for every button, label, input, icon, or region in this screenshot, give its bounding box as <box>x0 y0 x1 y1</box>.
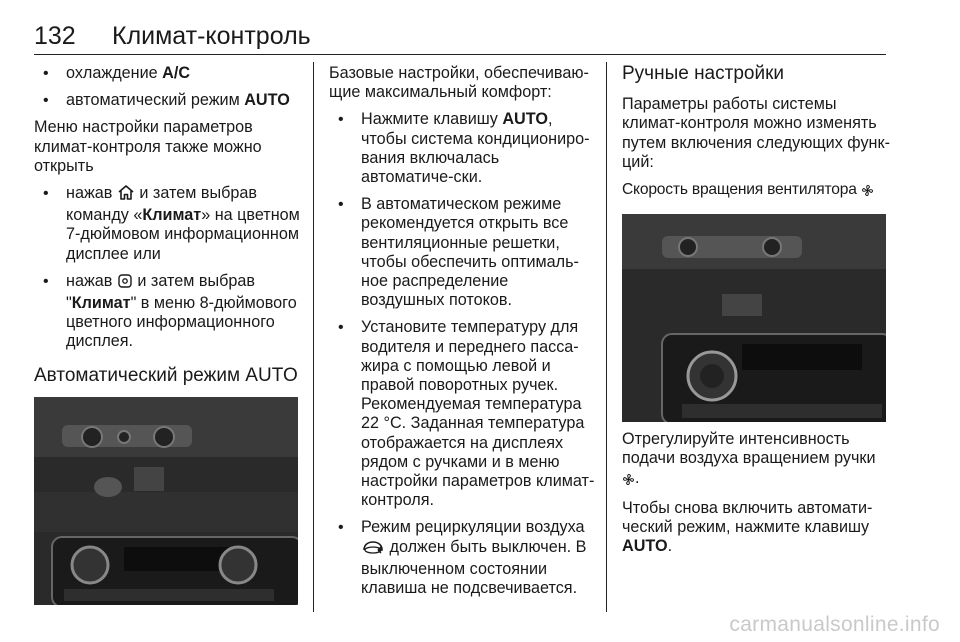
item-text: нажав <box>66 184 117 203</box>
item-text: должен быть выключен. В выключенном состоянии клавиша не подсвечивается. <box>361 537 587 598</box>
list-item <box>329 318 595 510</box>
item-text: и затем выбрав " <box>66 271 255 313</box>
item-text: и затем выбрав команду « <box>66 184 257 225</box>
bullet: • <box>338 519 344 537</box>
bullet: • <box>43 272 49 290</box>
subheading-text: Скорость вращения вентилятора <box>622 181 857 199</box>
home-icon <box>117 184 135 206</box>
item-text: В автоматическом режиме рекомендуется открыть все вентиляционные решетки, чтобы обеспечить оптималь-ное распределение воздушных потоков. <box>361 195 579 310</box>
watermark: carmanualsonline.info <box>729 613 940 636</box>
list-item <box>34 184 300 264</box>
item-bold: Климат <box>142 206 202 225</box>
right-column <box>622 64 890 564</box>
page-title: Климат-контроль <box>112 22 311 50</box>
fan-knob-photo <box>622 214 886 422</box>
item-text: автоматический режим <box>66 91 245 110</box>
intro-text: Параметры работы системы климат-контроля можно изменять путем включения следующих функ-ций: <box>622 95 890 171</box>
item-bold: A/C <box>162 64 191 82</box>
page-number: 132 <box>34 22 76 50</box>
column-divider-1 <box>313 62 314 612</box>
bullet: • <box>338 319 344 337</box>
page-header <box>34 22 311 51</box>
instruction-text: Отрегулируйте интенсивность подачи воздуха вращением ручки . <box>622 430 890 491</box>
item-text: » на цветном 7-дюймовом информационном дисплее или <box>66 206 300 263</box>
item-bold: Климат <box>71 294 131 313</box>
section-title: Ручные настройки <box>622 63 785 84</box>
column-divider-2 <box>606 62 607 612</box>
list-item <box>34 64 300 83</box>
list-item <box>329 518 595 598</box>
item-text: " в меню 8-дюймового цветного информационного дисплея. <box>66 294 297 351</box>
item-text: Установите температуру для водителя и переднего пасса-жира с помощью левой и правой поворотных ручек. Рекомендуемая температура 22 °C. Заданная температура отображается на дисплеях рядом с ручками и в меню настройки параметров климат-контроля. <box>361 318 595 510</box>
fan-icon <box>622 472 635 491</box>
fan-icon <box>861 183 874 202</box>
climate-panel-photo <box>34 397 298 605</box>
instruction-body: . <box>667 537 673 556</box>
item-text: нажав <box>66 271 117 290</box>
settings-icon <box>117 273 133 294</box>
item-bold: AUTO <box>244 91 290 110</box>
intro-text: Меню настройки параметров климат-контроля также можно открыть <box>34 118 262 175</box>
item-text: Нажмите клавишу <box>361 110 503 129</box>
item-text: , чтобы система кондициониро-вания включалась автоматиче-ски. <box>361 110 590 187</box>
list-item <box>34 91 300 110</box>
header-rule <box>34 54 886 55</box>
item-text: охлаждение <box>66 64 163 82</box>
intro-text: Базовые настройки, обеспечиваю-щие максимальный комфорт: <box>329 64 589 102</box>
item-text: Режим рециркуляции воздуха <box>361 518 585 537</box>
bullet: • <box>43 185 49 203</box>
instruction-bold: AUTO <box>622 537 668 556</box>
subheading <box>622 180 890 202</box>
bullet: • <box>43 92 49 110</box>
bullet: • <box>338 111 344 129</box>
list-item <box>34 272 300 352</box>
bullet: • <box>43 65 49 82</box>
list-item <box>329 195 595 310</box>
instruction-text <box>622 499 890 557</box>
left-column <box>34 64 300 613</box>
item-bold: AUTO <box>502 110 548 129</box>
bullet: • <box>338 196 344 214</box>
recirculation-icon <box>361 539 385 560</box>
section-title: Автоматический режим AUTO <box>34 364 298 386</box>
list-item <box>329 110 595 187</box>
instruction-body: Чтобы снова включить автомати-ческий режим, нажмите клавишу <box>622 498 873 537</box>
instruction-body: Отрегулируйте интенсивность подачи воздуха вращением ручки <box>622 430 876 468</box>
middle-column <box>329 64 595 606</box>
